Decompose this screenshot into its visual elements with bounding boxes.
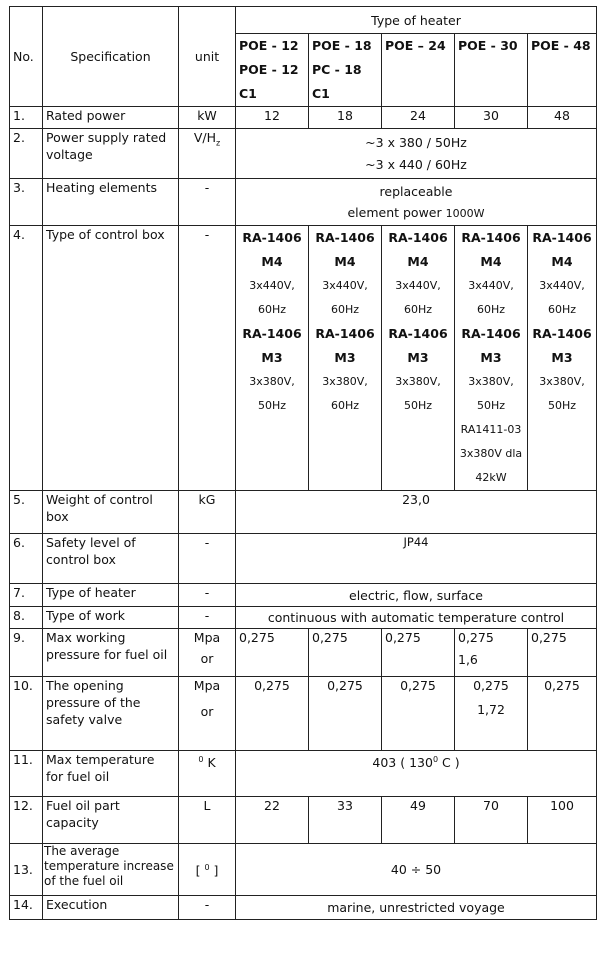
value-cell: 18 (309, 107, 382, 129)
model-line: RA-1406 (242, 230, 302, 245)
control-box-col-3 (382, 226, 455, 491)
model-line: M3 (334, 350, 356, 365)
row-type-of-work (10, 607, 597, 629)
row-execution (10, 896, 597, 920)
row-max-working-pressure (10, 629, 597, 677)
model-line: RA-1406 (315, 230, 375, 245)
row-temperature-increase (10, 844, 597, 896)
merged-value-cell: electric, flow, surface (236, 584, 597, 607)
row-specification: Execution (43, 896, 179, 920)
spec-line: 60Hz (476, 303, 506, 316)
spec-line: 3x380V, (395, 375, 441, 388)
row-specification: Type of work (43, 607, 179, 629)
unit-subscript: z (215, 138, 221, 148)
value-cell: 0,275 (382, 629, 455, 677)
control-box-col-2 (309, 226, 382, 491)
row-power-supply (10, 129, 597, 179)
model-line: M3 (551, 350, 573, 365)
spec-line: 3x380V, (322, 375, 368, 388)
model-line: M3 (261, 350, 283, 365)
model-line: RA-1406 (461, 230, 521, 245)
row-unit: - (179, 896, 236, 920)
row-number: 1. (10, 107, 43, 129)
header-model-5 (528, 34, 597, 107)
unit-line-2: or (200, 704, 214, 719)
row-specification: Fuel oil part capacity (43, 797, 179, 844)
model-line: RA-1406 (388, 326, 448, 341)
spec-line: 60Hz (403, 303, 433, 316)
heater-spec-table (9, 6, 597, 920)
spec-line: 3x380V, (539, 375, 585, 388)
model-line: RA-1406 (461, 326, 521, 341)
unit-line-1: Mpa (193, 678, 221, 693)
control-box-col-4 (455, 226, 528, 491)
unit-line-2: or (200, 651, 214, 666)
value-cell: 0,275 (382, 677, 455, 751)
header-model-4 (455, 34, 528, 107)
header-model-1 (236, 34, 309, 107)
spec-line: 50Hz (403, 399, 433, 412)
merged-value-cell (236, 751, 597, 797)
value-cell: 49 (382, 797, 455, 844)
row-specification: Heating elements (43, 179, 179, 226)
row-unit (179, 844, 236, 896)
header-row-1 (10, 7, 597, 34)
value-cell: 0,275 (309, 629, 382, 677)
value-part-a: 403 ( 130 (372, 755, 433, 771)
value-line-2: 1,6 (458, 652, 478, 667)
row-unit: kG (179, 491, 236, 534)
heating-line-2a: element power (347, 205, 442, 220)
value-cell: 48 (528, 107, 597, 129)
row-number: 4. (10, 226, 43, 491)
value-superscript: 0 (432, 755, 439, 764)
value-cell: 12 (236, 107, 309, 129)
model-line: M4 (407, 254, 429, 269)
row-specification: Safety level of control box (43, 534, 179, 584)
spec-line: 3x440V, (249, 279, 295, 292)
row-unit: - (179, 226, 236, 491)
row-unit: L (179, 797, 236, 844)
row-number: 5. (10, 491, 43, 534)
spec-line: 60Hz (330, 399, 360, 412)
heating-line-2b: 1000W (445, 207, 485, 220)
spec-line: 3x380V dla (459, 447, 523, 460)
model-line: M4 (334, 254, 356, 269)
model-line: RA-1406 (532, 230, 592, 245)
model-line: RA-1406 (315, 326, 375, 341)
row-specification: Max temperature for fuel oil (43, 751, 179, 797)
row-control-box-weight (10, 491, 597, 534)
unit-superscript: 0 (204, 863, 210, 873)
header-model-2-line-1: POE - 18 (312, 38, 372, 53)
heating-line-2 (239, 203, 593, 224)
merged-value-cell: continuous with automatic temperature control (236, 607, 597, 629)
model-line: M3 (407, 350, 429, 365)
row-number: 8. (10, 607, 43, 629)
row-unit: - (179, 534, 236, 584)
value-line-1: 0,275 (458, 630, 494, 645)
control-box-col-1 (236, 226, 309, 491)
row-specification: Max working pressure for fuel oil (43, 629, 179, 677)
row-number: 10. (10, 677, 43, 751)
row-number: 7. (10, 584, 43, 607)
model-line: RA-1406 (242, 326, 302, 341)
row-max-temperature (10, 751, 597, 797)
header-model-4-line-1: POE - 30 (458, 38, 518, 53)
merged-value-cell: 23,0 (236, 491, 597, 534)
row-control-box-type (10, 226, 597, 491)
merged-value-cell (236, 179, 597, 226)
row-number: 13. (10, 844, 43, 896)
spec-line: 42kW (475, 471, 507, 484)
row-heating-elements (10, 179, 597, 226)
row-specification: Rated power (43, 107, 179, 129)
row-unit: - (179, 179, 236, 226)
model-line: RA-1406 (388, 230, 448, 245)
model-line: M3 (480, 350, 502, 365)
value-line-2: 1,72 (477, 702, 505, 717)
header-type-of-heater: Type of heater (236, 7, 597, 34)
header-model-1-line-2: POE - 12 C1 (239, 62, 299, 101)
row-number: 11. (10, 751, 43, 797)
value-cell: 30 (455, 107, 528, 129)
unit-line-1: Mpa (193, 630, 221, 645)
unit-open: [ (195, 863, 201, 879)
value-cell: 0,275 (309, 677, 382, 751)
row-unit: kW (179, 107, 236, 129)
row-rated-power (10, 107, 597, 129)
header-specification: Specification (43, 7, 179, 107)
row-unit (179, 129, 236, 179)
row-specification: Type of heater (43, 584, 179, 607)
value-cell: 24 (382, 107, 455, 129)
spec-line: 60Hz (330, 303, 360, 316)
spec-line: 3x440V, (468, 279, 514, 292)
row-unit: - (179, 584, 236, 607)
value-cell: 33 (309, 797, 382, 844)
spec-line: 60Hz (547, 303, 577, 316)
spec-line: 3x440V, (539, 279, 585, 292)
value-cell: 70 (455, 797, 528, 844)
row-safety-level (10, 534, 597, 584)
value-cell: 0,275 (528, 629, 597, 677)
row-specification: The opening pressure of the safety valve (43, 677, 179, 751)
spec-line: RA1411-03 (460, 423, 522, 436)
spec-line: 3x380V, (249, 375, 295, 388)
row-number: 6. (10, 534, 43, 584)
row-number: 9. (10, 629, 43, 677)
header-model-5-line-1: POE - 48 (531, 38, 591, 53)
row-unit (179, 629, 236, 677)
merged-value-cell: JP44 (236, 534, 597, 584)
model-line: M4 (551, 254, 573, 269)
row-specification: The average temperature increase of the fuel oil (43, 844, 179, 896)
header-model-3 (382, 34, 455, 107)
row-number: 2. (10, 129, 43, 179)
spec-line: 3x440V, (395, 279, 441, 292)
header-model-1-line-1: POE - 12 (239, 38, 299, 53)
value-cell: 0,275 (528, 677, 597, 751)
unit-main: K (207, 755, 216, 771)
value-cell: 0,275 (236, 677, 309, 751)
voltage-line-2: ~3 x 440 / 60Hz (365, 156, 467, 172)
value-line-1: 0,275 (473, 678, 509, 693)
merged-value-cell: marine, unrestricted voyage (236, 896, 597, 920)
row-number: 12. (10, 797, 43, 844)
value-cell: 100 (528, 797, 597, 844)
spec-line: 3x440V, (322, 279, 368, 292)
spec-line: 3x380V, (468, 375, 514, 388)
spec-line: 50Hz (476, 399, 506, 412)
merged-value-cell (236, 129, 597, 179)
row-specification: Power supply rated voltage (43, 129, 179, 179)
row-heater-type (10, 584, 597, 607)
model-line: RA-1406 (532, 326, 592, 341)
row-safety-valve-pressure (10, 677, 597, 751)
row-unit: - (179, 607, 236, 629)
model-line: M4 (480, 254, 502, 269)
value-cell (455, 677, 528, 751)
header-no: No. (10, 7, 43, 107)
row-unit (179, 751, 236, 797)
row-unit (179, 677, 236, 751)
row-fuel-oil-capacity (10, 797, 597, 844)
merged-value-cell: 40 ÷ 50 (236, 844, 597, 896)
heating-line-1: replaceable (379, 184, 453, 199)
spec-line: 50Hz (547, 399, 577, 412)
row-specification: Weight of control box (43, 491, 179, 534)
unit-superscript: 0 (198, 755, 204, 764)
header-unit: unit (179, 7, 236, 107)
value-cell (455, 629, 528, 677)
model-line: M4 (261, 254, 283, 269)
value-part-b: C ) (442, 755, 460, 771)
value-cell: 0,275 (236, 629, 309, 677)
voltage-line-1: ~3 x 380 / 50Hz (365, 134, 467, 150)
row-specification: Type of control box (43, 226, 179, 491)
spec-line: 50Hz (257, 399, 287, 412)
control-box-col-5 (528, 226, 597, 491)
unit-main: V/H (193, 130, 216, 145)
row-number: 3. (10, 179, 43, 226)
header-model-3-line-1: POE – 24 (385, 38, 446, 53)
header-model-2 (309, 34, 382, 107)
unit-close: ] (213, 863, 219, 879)
spec-line: 60Hz (257, 303, 287, 316)
header-model-2-line-2: PC - 18 C1 (312, 62, 362, 101)
value-cell: 22 (236, 797, 309, 844)
row-number: 14. (10, 896, 43, 920)
